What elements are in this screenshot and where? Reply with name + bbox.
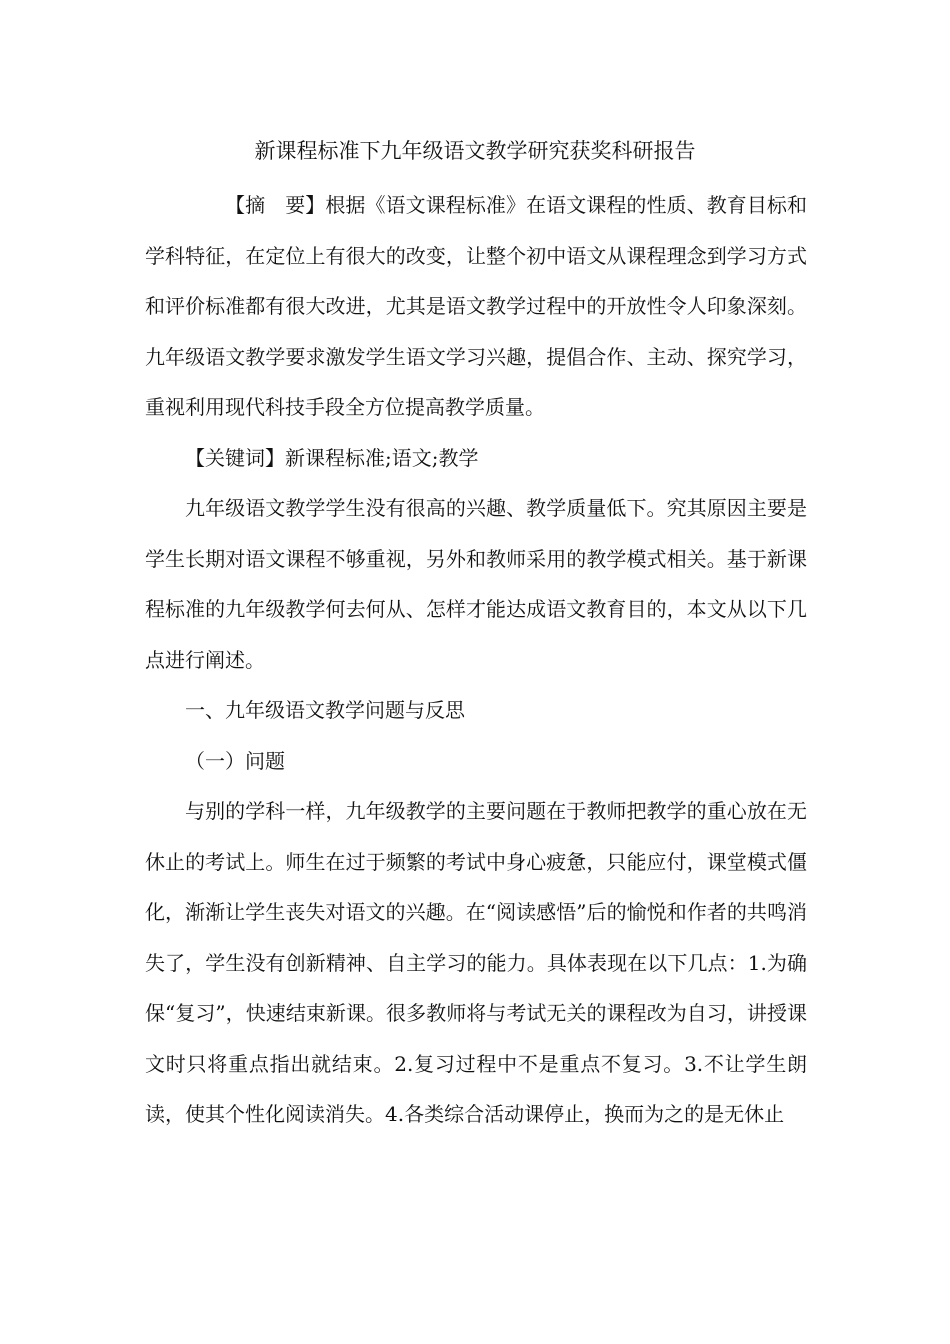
section-paragraph: 与别的学科一样，九年级教学的主要问题在于教师把教学的重心放在无休止的考试上。师生在过于频繁的考试中身心疲惫，只能应付，课堂模式僵化，渐渐让学生丧失对语文的兴趣。在“阅读感悟”后的愉悦和作者的共鸣消失了，学生没有创新精神、自主学习的能力。具体表现在以下几点：1.为确保“复习”，快速结束新课。很多教师将与考试无关的课程改为自习，讲授课文时只将重点指出就结束。2.复习过程中不是重点不复习。3.不让学生朗读，使其个性化阅读消失。4.各类综合活动课停止，换而为之的是无休止 [145, 799, 807, 1126]
abstract-label: 【摘 要】 [225, 193, 326, 217]
subsection-heading: （一）问题 [185, 748, 285, 773]
keywords-text: 新课程标准;语文;教学 [285, 445, 479, 470]
keywords-paragraph [145, 433, 807, 484]
document-body [145, 180, 807, 1140]
keywords-label: 【关键词】 [185, 445, 285, 470]
section-heading: 一、九年级语文教学问题与反思 [185, 698, 465, 722]
document-title: 新课程标准下九年级语文教学研究获奖科研报告 [254, 139, 696, 163]
abstract-paragraph [145, 180, 807, 433]
abstract-text: 根据《语文课程标准》在语文课程的性质、教育目标和学科特征，在定位上有很大的改变，让整个初中语文从课程理念到学习方式和评价标准都有很大改进，尤其是语文教学过程中的开放性令人印象深刻。九年级语文教学要求激发学生语文学习兴趣，提倡合作、主动、探究学习，重视利用现代科技手段全方位提高教学质量。 [145, 193, 808, 419]
intro-paragraph: 九年级语文教学学生没有很高的兴趣、教学质量低下。究其原因主要是学生长期对语文课程不够重视，另外和教师采用的教学模式相关。基于新课程标准的九年级教学何去何从、怎样才能达成语文教育目的，本文从以下几点进行阐述。 [145, 496, 807, 672]
